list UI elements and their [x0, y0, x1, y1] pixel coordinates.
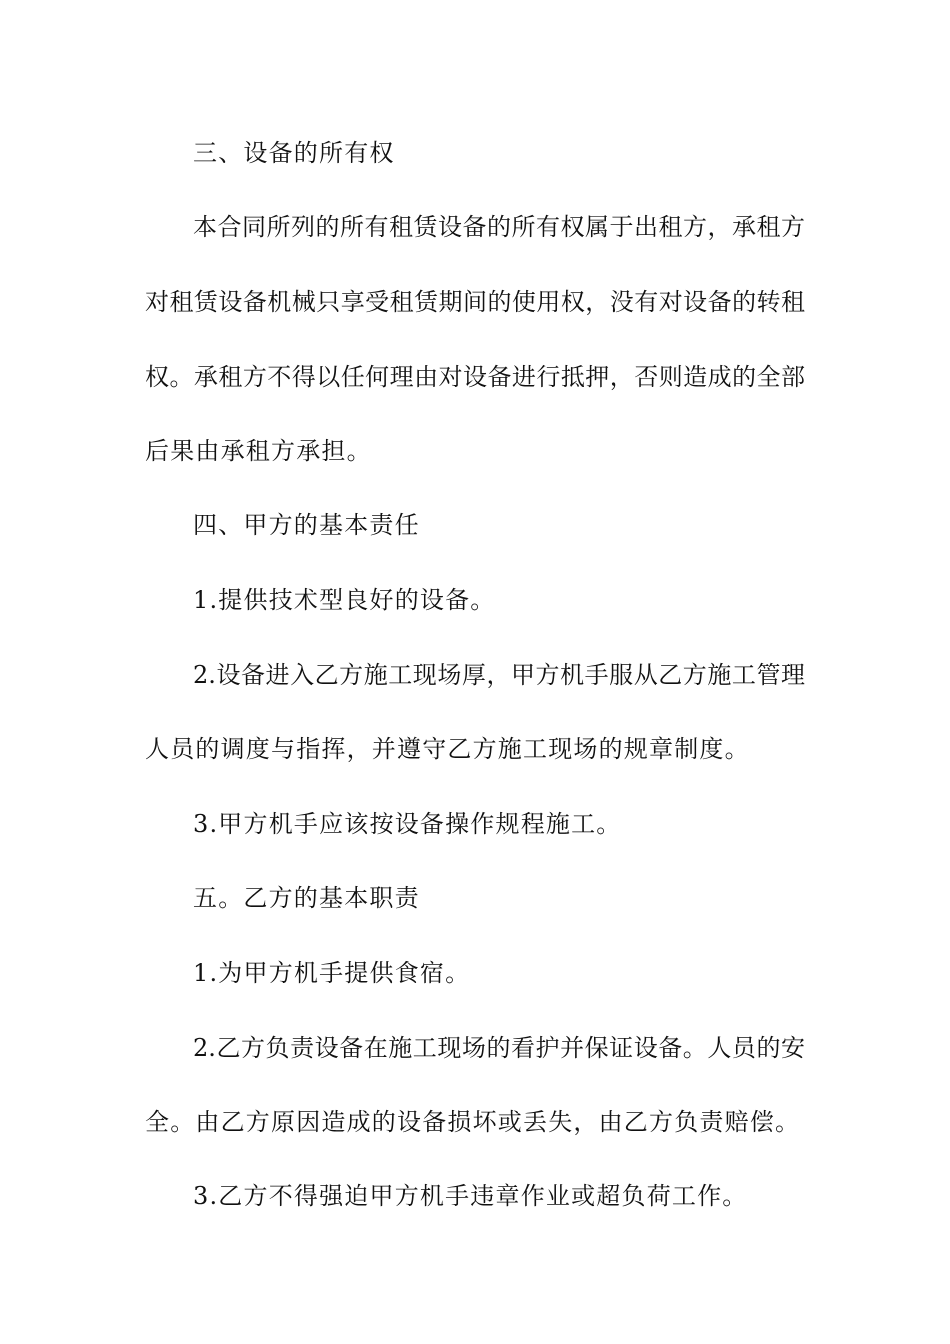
paragraph-line: 对租赁设备机械只享受租赁期间的使用权，没有对设备的转租 — [145, 288, 805, 316]
list-item: 1.为甲方机手提供食宿。 — [193, 959, 471, 987]
paragraph-line: 权。承租方不得以任何理由对设备进行抵押，否则造成的全部 — [145, 363, 805, 391]
section-heading-party-b-duties: 五。乙方的基本职责 — [193, 884, 420, 912]
paragraph-line: 后果由承租方承担。 — [145, 437, 372, 465]
list-item: 2.乙方负责设备在施工现场的看护并保证设备。人员的安 — [193, 1034, 805, 1062]
section-heading-party-a-responsibilities: 四、甲方的基本责任 — [193, 511, 420, 539]
paragraph-line: 全。由乙方原因造成的设备损坏或丢失，由乙方负责赔偿。 — [145, 1108, 801, 1136]
list-item: 3.甲方机手应该按设备操作规程施工。 — [193, 810, 622, 838]
paragraph-line: 本合同所列的所有租赁设备的所有权属于出租方，承租方 — [193, 213, 805, 241]
list-item: 3.乙方不得强迫甲方机手违章作业或超负荷工作。 — [193, 1182, 748, 1210]
list-item: 2.设备进入乙方施工现场厚，甲方机手服从乙方施工管理 — [193, 661, 805, 689]
list-item: 1.提供技术型良好的设备。 — [193, 586, 496, 614]
section-heading-equipment-ownership: 三、设备的所有权 — [193, 139, 395, 167]
paragraph-line: 人员的调度与指挥，并遵守乙方施工现场的规章制度。 — [145, 735, 750, 763]
